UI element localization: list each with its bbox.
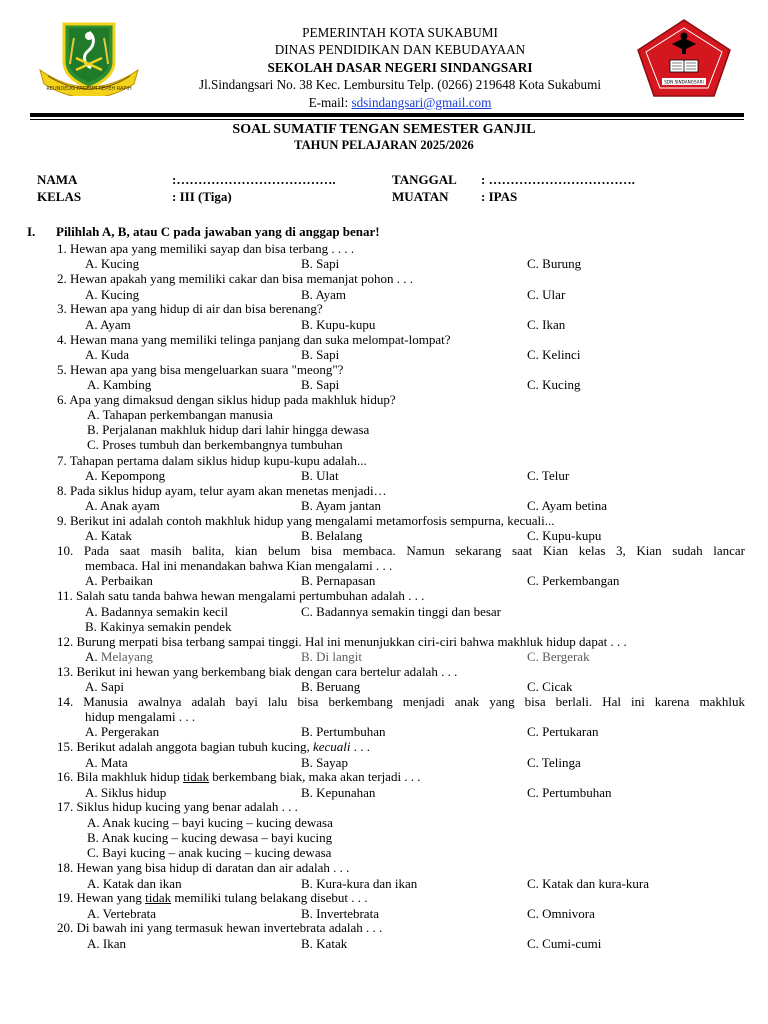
q16-option-b[interactable]: B. Kepunahan [301, 785, 376, 800]
q4-option-c[interactable]: C. Kelinci [527, 347, 581, 362]
q16-underline: tidak [183, 769, 210, 784]
q9-option-c[interactable]: C. Kupu-kupu [527, 528, 602, 543]
q12-option-a[interactable] [85, 649, 153, 664]
q13-option-c[interactable]: C. Cicak [527, 679, 573, 694]
question-17: 17. Siklus hidup kucing yang benar adalah . . . [57, 799, 298, 814]
email-link[interactable]: sdsindangsari@gmail.com [351, 94, 492, 110]
q1-option-c[interactable]: C. Burung [527, 256, 582, 271]
question-16 [57, 769, 421, 784]
nama-label: NAMA [37, 172, 78, 187]
muatan-label: MUATAN [392, 189, 449, 204]
q8-option-c[interactable]: C. Ayam betina [527, 498, 608, 513]
question-10-cont: membaca. Hal ini menandakan bahwa Kian mengalami . . . [85, 558, 393, 573]
q19-option-b[interactable]: B. Invertebrata [301, 906, 379, 921]
q2-option-c[interactable]: C. Ular [527, 287, 566, 302]
school-name: SEKOLAH DASAR NEGERI SINDANGSARI [267, 59, 533, 75]
q6-option-b[interactable]: B. Perjalanan makhluk hidup dari lahir hingga dewasa [87, 422, 370, 437]
q9-option-a[interactable]: A. Katak [85, 528, 132, 543]
question-1: 1. Hewan apa yang memiliki sayap dan bisa terbang . . . . [57, 241, 355, 256]
section-number: I. [27, 224, 36, 239]
q1-option-a[interactable]: A. Kucing [85, 256, 140, 271]
email-line [150, 94, 650, 111]
question-15 [57, 739, 370, 754]
nama-field[interactable]: :………………………………. [172, 172, 336, 187]
q8-option-b[interactable]: B. Ayam jantan [301, 498, 382, 513]
q5-option-b[interactable]: B. Sapi [301, 377, 340, 392]
muatan-value: : IPAS [481, 189, 518, 204]
q19-option-a[interactable]: A. Vertebrata [87, 906, 157, 921]
govt-name: PEMERINTAH KOTA SUKABUMI [302, 25, 498, 40]
question-2: 2. Hewan apakah yang memiliki cakar dan bisa memanjat pohon . . . [57, 271, 413, 286]
question-11: 11. Salah satu tanda bahwa hewan mengalami pertumbuhan adalah . . . [57, 588, 425, 603]
q15-option-a[interactable]: A. Mata [85, 755, 128, 770]
q11-option-b[interactable]: B. Kakinya semakin pendek [85, 619, 232, 634]
kelas-label: KELAS [37, 189, 82, 204]
question-14: 14. Manusia awalnya adalah bayi lalu bisa berkembang menjadi anak yang bisa berlali. Hal ini karena makhluk [57, 694, 745, 709]
q15-option-c[interactable]: C. Telinga [527, 755, 581, 770]
q10-option-a[interactable]: A. Perbaikan [85, 573, 153, 588]
question-6: 6. Apa yang dimaksud dengan siklus hidup pada makhluk hidup? [57, 392, 396, 407]
question-3: 3. Hewan apa yang hidup di air dan bisa berenang? [57, 301, 323, 316]
q5-option-c[interactable]: C. Kucing [527, 377, 581, 392]
question-5: 5. Hewan apa yang bisa mengeluarkan suara "meong"? [57, 362, 344, 377]
q3-option-c[interactable]: C. Ikan [527, 317, 566, 332]
question-9: 9. Berikut ini adalah contoh makhluk hidup yang mengalami metamorfosis sempurna, kecuali... [57, 513, 555, 528]
logo-motto: REUNDEUG PAGEUH REPEH RAPIH [46, 86, 132, 92]
q16-option-a[interactable]: A. Siklus hidup [85, 785, 167, 800]
q7-option-b[interactable]: B. Ulat [301, 468, 339, 483]
q17-option-a[interactable]: A. Anak kucing – bayi kucing – kucing dewasa [87, 815, 333, 830]
q19-text-end: memiliki tulang belakang disebut . . . [174, 890, 368, 905]
q16-text-end: berkembang biak, maka akan terjadi . . . [212, 769, 421, 784]
school-emblem-text: SDN SINDANGSARI [664, 79, 704, 85]
question-18: 18. Hewan yang bisa hidup di daratan dan air adalah . . . [57, 860, 350, 875]
letterhead [150, 24, 650, 111]
q2-option-a[interactable]: A. Kucing [85, 287, 140, 302]
q11-option-a[interactable]: A. Badannya semakin kecil [85, 604, 228, 619]
q19-option-c[interactable]: C. Omnivora [527, 906, 595, 921]
q20-option-b[interactable]: B. Katak [301, 936, 348, 951]
q10-option-c[interactable]: C. Perkembangan [527, 573, 620, 588]
question-12: 12. Burung merpati bisa terbang sampai tinggi. Hal ini menunjukkan ciri-ciri bahwa makhluk hidup dapat . . . [57, 634, 627, 649]
q9-option-b[interactable]: B. Belalang [301, 528, 363, 543]
q17-option-c[interactable]: C. Bayi kucing – anak kucing – kucing dewasa [87, 845, 332, 860]
question-7: 7. Tahapan pertama dalam siklus hidup kupu-kupu adalah... [57, 453, 367, 468]
q15-option-b[interactable]: B. Sayap [301, 755, 348, 770]
q15-text-end: . . . [353, 739, 371, 754]
kelas-value: : III (Tiga) [172, 189, 232, 204]
question-4: 4. Hewan mana yang memiliki telinga panjang dan suka melompat-lompat? [57, 332, 451, 347]
q4-option-b[interactable]: B. Sapi [301, 347, 340, 362]
question-8: 8. Pada siklus hidup ayam, telur ayam akan menetas menjadi… [57, 483, 387, 498]
q5-option-a[interactable]: A. Kambing [87, 377, 152, 392]
q15-text: 15. Berikut adalah anggota bagian tubuh kucing, [57, 739, 310, 754]
question-20: 20. Di bawah ini yang termasuk hewan invertebrata adalah . . . [57, 920, 383, 935]
q20-option-c[interactable]: C. Cumi-cumi [527, 936, 602, 951]
q14-option-a[interactable]: A. Pergerakan [85, 724, 160, 739]
q12-option-a-letter: A. [85, 649, 98, 664]
q16-text: 16. Bila makhluk hidup [57, 769, 180, 784]
exam-title: SOAL SUMATIF TENGAN SEMESTER GANJIL [232, 122, 536, 137]
q18-option-a[interactable]: A. Katak dan ikan [87, 876, 182, 891]
q15-emphasis: kecuali [312, 739, 351, 754]
q1-option-b[interactable]: B. Sapi [301, 256, 340, 271]
email-label: E-mail: [308, 94, 349, 110]
school-address: Jl.Sindangsari No. 38 Kec. Lembursitu Telp. (0266) 219648 Kota Sukabumi [198, 77, 602, 93]
department-name: DINAS PENDIDIKAN DAN KEBUDAYAAN [274, 42, 526, 58]
q7-option-a[interactable]: A. Kepompong [85, 468, 166, 483]
question-19 [57, 890, 368, 905]
q16-option-c[interactable]: C. Pertumbuhan [527, 785, 612, 800]
q20-option-a[interactable]: A. Ikan [87, 936, 126, 951]
q10-option-b[interactable]: B. Pernapasan [301, 573, 376, 588]
question-14-cont: hidup mengalami . . . [85, 709, 196, 724]
q6-option-c[interactable]: C. Proses tumbuh dan berkembangnya tumbuhan [87, 437, 343, 452]
q3-option-b[interactable]: B. Kupu-kupu [301, 317, 376, 332]
q14-option-c[interactable]: C. Pertukaran [527, 724, 599, 739]
q7-option-c[interactable]: C. Telur [527, 468, 570, 483]
tanggal-label: TANGGAL [392, 172, 457, 187]
q11-option-c[interactable]: C. Badannya semakin tinggi dan besar [301, 604, 502, 619]
section-instruction: Pilihlah A, B, atau C pada jawaban yang di anggap benar! [56, 224, 380, 239]
tanggal-field[interactable]: : ……………………………. [481, 172, 635, 187]
q13-option-b[interactable]: B. Beruang [301, 679, 361, 694]
q12-option-a-text: Melayang [100, 649, 153, 664]
q14-option-b[interactable]: B. Pertumbuhan [301, 724, 386, 739]
q8-option-a[interactable]: A. Anak ayam [85, 498, 160, 513]
letterhead-divider-thick [30, 113, 744, 117]
question-13: 13. Berikut ini hewan yang berkembang biak dengan cara bertelur adalah . . . [57, 664, 458, 679]
q12-option-b[interactable]: B. Di langit [301, 649, 363, 664]
q18-option-c[interactable]: C. Katak dan kura-kura [527, 876, 650, 891]
exam-subtitle: TAHUN PELAJARAN 2025/2026 [294, 138, 474, 152]
q19-text: 19. Hewan yang [57, 890, 142, 905]
q3-option-a[interactable]: A. Ayam [85, 317, 131, 332]
q12-option-c[interactable]: C. Bergerak [527, 649, 590, 664]
school-emblem-icon [636, 18, 732, 98]
q2-option-b[interactable]: B. Ayam [301, 287, 347, 302]
question-10: 10. Pada saat masih balita, kian belum bisa membaca. Namun sekarang saat Kian kelas 3, Kian sudah lancar [57, 543, 745, 558]
q17-option-b[interactable]: B. Anak kucing – kucing dewasa – bayi kucing [87, 830, 333, 845]
letterhead-divider-thin [30, 119, 744, 120]
q6-option-a[interactable]: A. Tahapan perkembangan manusia [87, 407, 273, 422]
kota-sukabumi-emblem-icon [36, 18, 142, 96]
q18-option-b[interactable]: B. Kura-kura dan ikan [301, 876, 418, 891]
q4-option-a[interactable]: A. Kuda [85, 347, 130, 362]
q13-option-a[interactable]: A. Sapi [85, 679, 124, 694]
q19-underline: tidak [145, 890, 172, 905]
